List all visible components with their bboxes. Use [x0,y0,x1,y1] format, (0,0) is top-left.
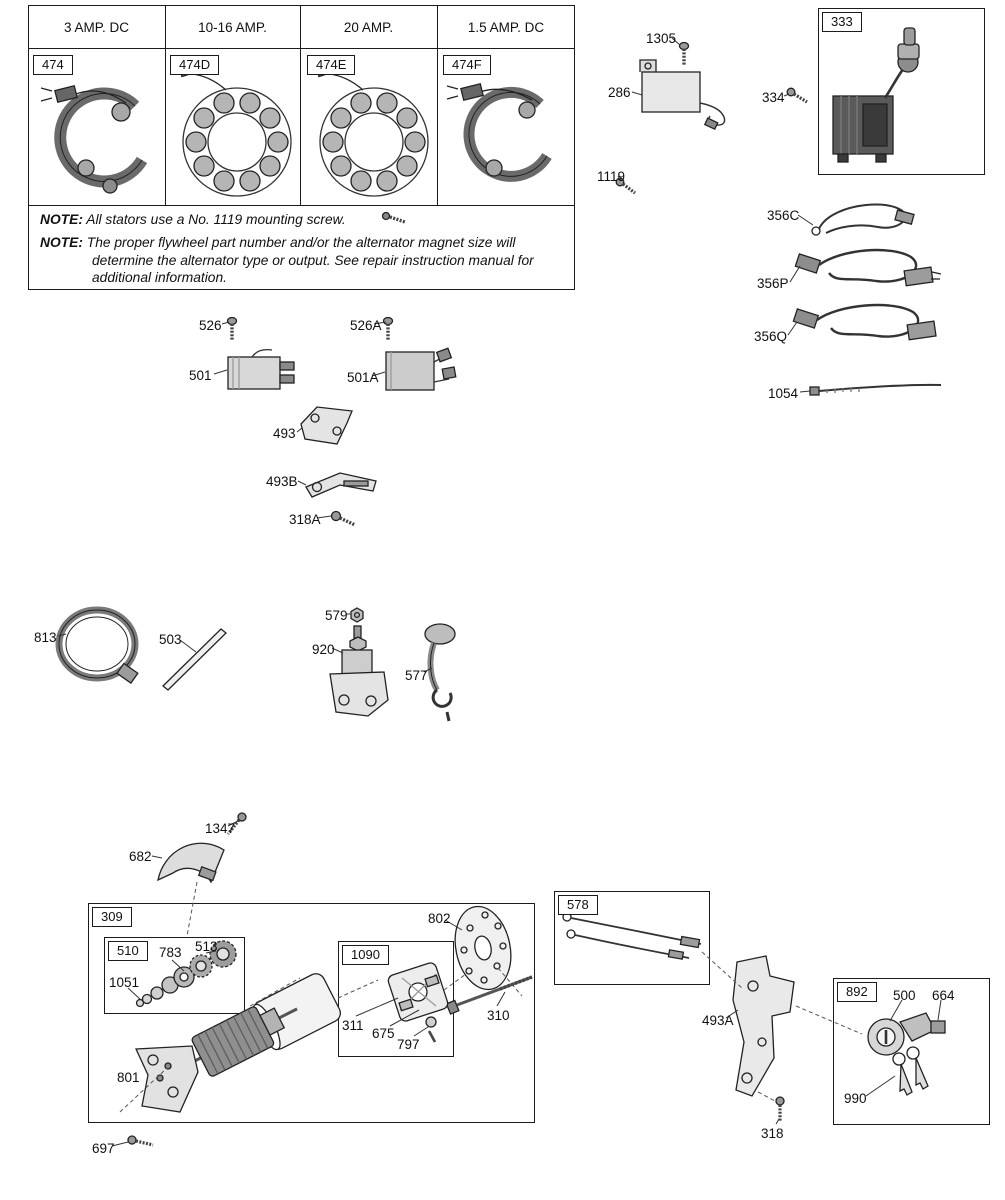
part-label-503: 503 [159,632,182,647]
part-label-682: 682 [129,849,152,864]
part-label-1347: 1347 [205,821,236,836]
part-label-1305: 1305 [646,31,677,46]
part-label-318a: 318A [289,512,321,527]
part-label-333: 333 [822,12,862,32]
part-label-526a: 526A [350,318,382,333]
column-header-3amp-dc: 3 AMP. DC [63,20,130,35]
part-label-892: 892 [837,982,877,1002]
part-label-493a: 493A [702,1013,734,1028]
stator-part-label-474d: 474D [170,55,219,75]
part-label-513: 513 [195,939,218,954]
part-label-801: 801 [117,1070,140,1085]
stator-part-label-474f: 474F [443,55,491,75]
part-label-675: 675 [372,1026,395,1041]
stator-part-label-474: 474 [33,55,73,75]
column-header-10-16amp: 10-16 AMP. [198,20,267,35]
part-label-356q: 356Q [754,329,788,344]
part-label-920: 920 [312,642,335,657]
part-label-309: 309 [92,907,132,927]
part-label-493: 493 [273,426,296,441]
part-label-1090: 1090 [342,945,389,965]
part-label-783: 783 [159,945,182,960]
part-label-990: 990 [844,1091,867,1106]
part-label-1051: 1051 [109,975,140,990]
note-body: The proper flywheel part number and/or the alternator magnet size will determine the alternator type or output. See repair instruction manual for additional information. [86,235,534,286]
part-label-664: 664 [932,988,955,1003]
part-label-500: 500 [893,988,916,1003]
part-label-334: 334 [762,90,785,105]
column-header-1-5amp-dc: 1.5 AMP. DC [467,20,545,35]
part-label-493b: 493B [266,474,298,489]
part-label-501a: 501A [347,370,379,385]
part-label-356p: 356P [757,276,789,291]
part-label-802: 802 [428,911,451,926]
column-header-20amp: 20 AMP. [343,20,394,35]
part-label-318: 318 [761,1126,784,1141]
part-label-286: 286 [608,85,631,100]
part-label-526: 526 [199,318,222,333]
part-label-579: 579 [325,608,348,623]
part-label-501: 501 [189,368,212,383]
part-label-577: 577 [405,668,428,683]
note-prefix: NOTE: [40,235,83,250]
part-label-697: 697 [92,1141,115,1156]
part-label-578: 578 [558,895,598,915]
note-body: All stators use a No. 1119 mounting screw. [86,212,346,227]
part-label-1054: 1054 [768,386,799,401]
part-label-813: 813 [34,630,57,645]
part-label-510: 510 [108,941,148,961]
part-label-797: 797 [397,1037,420,1052]
part-label-311: 311 [342,1018,364,1033]
part-label-356c: 356C [767,208,800,223]
part-label-310: 310 [487,1008,510,1023]
note-prefix: NOTE: [40,212,83,227]
part-label-1119: 1119 [597,169,626,184]
stator-part-label-474e: 474E [307,55,355,75]
